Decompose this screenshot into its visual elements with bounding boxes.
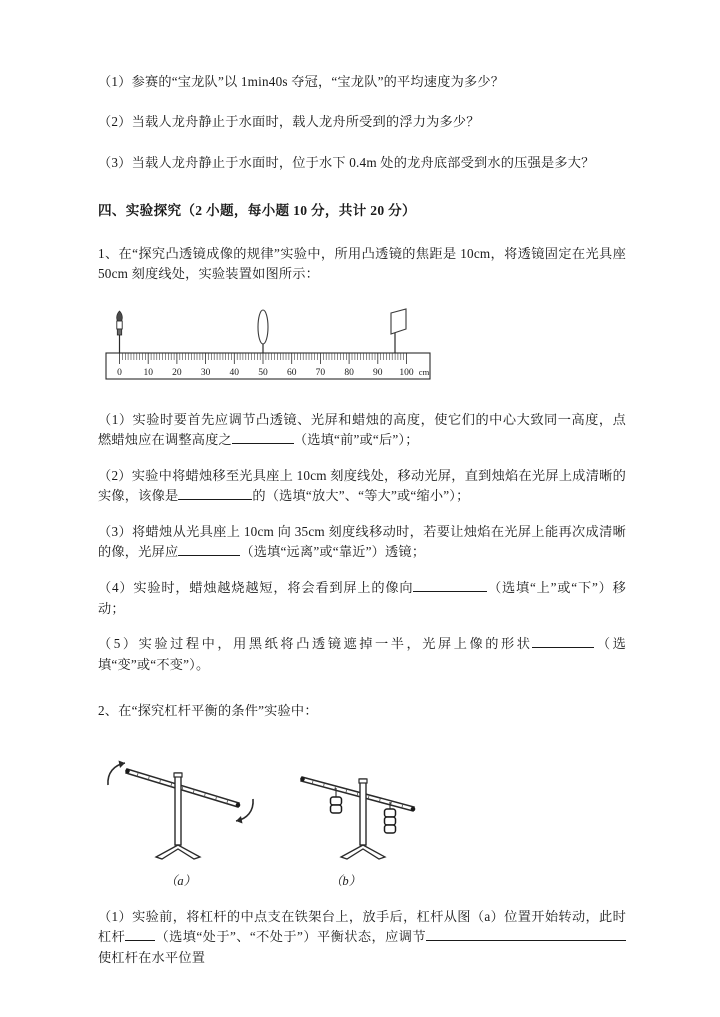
lever-bar-b: [300, 776, 415, 811]
experiment-1-stem-line-2: 线处，实验装置如图所示：: [158, 266, 320, 282]
ruler-tick-label: 60: [286, 367, 297, 378]
ruler-tick-label: 80: [344, 367, 354, 378]
lever-stand-a: [156, 773, 200, 859]
ruler-body: [106, 353, 430, 379]
ruler-tick-label: 10: [143, 367, 153, 378]
experiment-1-stem-line-1: 1、在“探究凸透镜成像的规律”实验中，所用凸透镜的焦距是 10cm，将透镜固定在光具座 50cm 刻度: [98, 245, 626, 282]
ruler-tick-label: 100: [399, 367, 414, 378]
convex-lens-icon: [258, 310, 268, 353]
sub-question-3-text-c: （选填“远离”或“靠近”）透镜；: [240, 544, 426, 560]
question-item: （1）参赛的“宝龙队”以 1min40s 夺冠，“宝龙队”的平均速度为多少？: [98, 74, 505, 89]
rotation-arrow-up-icon: [108, 760, 125, 785]
answer-blank[interactable]: [232, 430, 294, 444]
e2q1-text-b: （选填“处于”、“不处于”）平衡状态，应调节: [155, 929, 427, 945]
hanging-weights-right: [385, 802, 396, 833]
sub-question-4-text-a: （4）实验时，蜡烛越烧越短，将会看到屏上的像向: [98, 580, 414, 596]
question-item: （3）当载人龙舟静止于水面时，位于水下 0.4m 处的龙舟底部受到水的压强是多大？: [98, 154, 595, 170]
sub-question-1: [98, 410, 626, 451]
ruler-tick-label: 50: [258, 367, 268, 378]
answer-blank[interactable]: [178, 542, 240, 556]
light-screen-icon: [391, 309, 406, 353]
sub-question-5-text-a: （5）实验过程中，用黑纸将凸透镜遮掉一半，光屏上像的形状: [98, 636, 533, 652]
optical-bench-svg: [98, 303, 438, 383]
ruler-tick-label: 70: [315, 367, 326, 378]
sub-question-5: [98, 634, 626, 675]
answer-blank[interactable]: [532, 634, 594, 648]
sub-question-2-text-b: 像是: [151, 488, 179, 504]
lever-balance-figure: [98, 737, 626, 867]
sub-question-3-text-a: （3）将蜡烛从光具座上 10cm 向 35cm 刻度线移动时，若要让烛焰在光屏上能再次成清晰的像，光: [98, 523, 626, 560]
lever-panel-a: [108, 760, 253, 859]
ruler-tick-label: 40: [229, 367, 240, 378]
sub-question-2: [98, 466, 626, 507]
optical-bench-figure: [98, 303, 626, 388]
sub-question-3-text-b: 屏应: [151, 544, 179, 560]
answer-blank[interactable]: [426, 927, 626, 941]
lever-bar-a: [125, 768, 240, 807]
candle-icon: [117, 311, 123, 353]
sub-question-1-text-c: （选填“前”或“后”）；: [293, 432, 419, 448]
ruler-tick-label: 30: [200, 367, 211, 378]
sub-question-2-text-a: （2）实验中将蜡烛移至光具座上 10cm 刻度线处，移动光屏，直到烛焰在光屏上成清晰的实像，该: [98, 467, 626, 504]
e2q1-text-c: 使杠杆在水平位置: [98, 949, 206, 965]
experiment-1-stem: [98, 244, 626, 285]
sub-question-1-text-a: （1）实验时要首先应调节凸透镜、光屏和蜡烛的高度，使它们的中心大致同一高度，点燃蜡烛应在: [98, 411, 626, 448]
e2q1-text-a: （1）实验前，将杠杆的中点支在铁架台上，放手后，杠杆从图（a）位置开始转动，此时杠杆: [98, 908, 626, 945]
figure-caption-a: （a）: [164, 873, 197, 888]
section-heading: 四、实验探究（2 小题，每小题 10 分，共计 20 分）: [98, 203, 416, 219]
sub-question-4: [98, 578, 626, 619]
ruler-tick-label: 0: [117, 367, 122, 378]
lever-figure-captions: [98, 871, 428, 889]
answer-blank[interactable]: [178, 486, 252, 500]
page-content: [98, 72, 626, 983]
lever-panel-b: [300, 776, 415, 858]
experiment-2-sub-question-1: [98, 907, 626, 969]
question-item: （2）当载人龙舟静止于水面时，载人龙舟所受到的浮力为多少？: [98, 114, 480, 130]
answer-blank[interactable]: [413, 578, 487, 592]
sub-question-5-text-c: 变”）。: [169, 656, 210, 672]
sub-question-1-text-b: 调整高度之: [164, 432, 232, 448]
figure-caption-b: （b）: [329, 873, 362, 888]
lever-balance-svg: [98, 737, 438, 862]
ruler-unit-label: cm: [418, 366, 430, 377]
sub-question-4-text-b: （选填“上”或“下”）移动；: [98, 580, 626, 616]
sub-question-2-text-c: 的（选填“放大”、“等大”或“缩小”）；: [252, 488, 470, 504]
ruler-tick-label: 20: [172, 367, 182, 378]
ruler-tick-label: 90: [373, 367, 383, 378]
experiment-2-stem: 2、在“探究杠杆平衡的条件”实验中：: [98, 703, 318, 719]
sub-question-5-text-b: （选填“变”或“不: [98, 636, 626, 672]
sub-question-3: [98, 522, 626, 563]
answer-blank[interactable]: [125, 927, 155, 941]
